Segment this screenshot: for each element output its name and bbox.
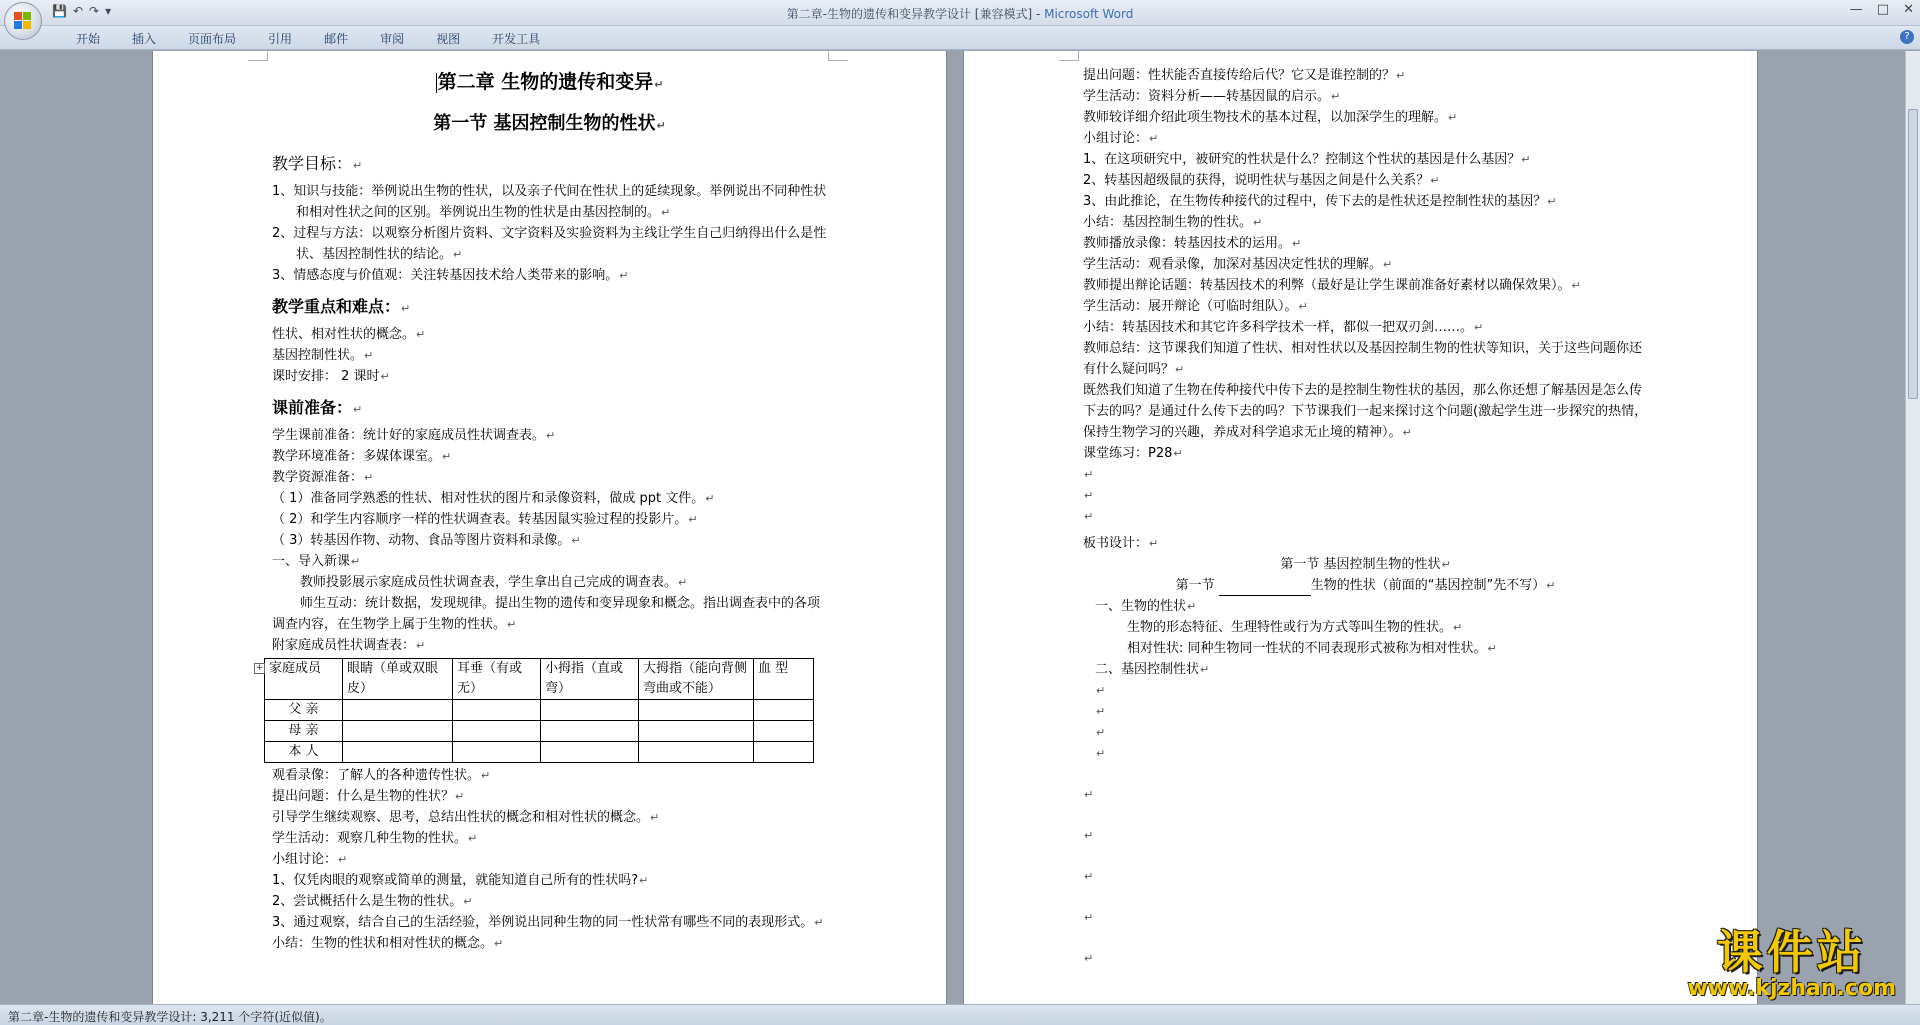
window-title: 第二章-生物的遗传和变异教学设计 [兼容模式] - Microsoft Word [786, 7, 1134, 21]
tab-developer[interactable]: 开发工具 [492, 32, 541, 46]
discussion-item: 2、尝试概括什么是生物的性状。↵ [272, 894, 473, 909]
key-point: 性状、相对性状的概念。↵ [272, 327, 426, 342]
after-table-line: 观看录像：了解人的各种遗传性状。↵ [272, 768, 491, 783]
table-header-cell[interactable]: 小拇指（直或弯） [541, 659, 639, 700]
ribbon-tabs [60, 30, 556, 47]
table-header-cell[interactable]: 血 型 [754, 659, 814, 700]
document-page-1[interactable] [152, 51, 947, 1004]
after-table-line: 提出问题：什么是生物的性状？↵ [272, 789, 465, 804]
table-cell[interactable]: 母 亲 [265, 721, 343, 742]
table-cell[interactable] [541, 742, 639, 763]
discussion-item: 3、通过观察，结合自己的生活经验，举例说出同种生物的同一性状常有哪些不同的表现形式。↵ [272, 915, 824, 930]
table-caption: 附家庭成员性状调查表：↵ [272, 638, 426, 653]
section-title: 第一节 基因控制生物的性状↵ [433, 113, 666, 134]
ribbon [0, 26, 1920, 50]
table-cell[interactable] [754, 742, 814, 763]
close-button[interactable]: ✕ [1903, 2, 1914, 17]
board-item: 一、生物的性状↵ [1095, 599, 1197, 614]
empty-paragraph: ↵ [1084, 468, 1094, 481]
board-item: 生物的形态特征、生理特性或行为方式等叫生物的性状。↵ [1127, 620, 1463, 635]
office-button[interactable] [4, 2, 42, 40]
table-cell[interactable]: 本 人 [265, 742, 343, 763]
lesson-line: 小组讨论：↵ [1083, 131, 1159, 146]
goal-item: 2、过程与方法：以观察分析图片资料、文字资料及实验资料为主线让学生自己归纳得出什么是性状、基因控制性状的结论。↵ [272, 226, 827, 262]
empty-paragraph: ↵ [1096, 705, 1106, 718]
table-cell[interactable] [343, 742, 453, 763]
table-header-row [265, 659, 814, 700]
tab-home[interactable]: 开始 [76, 32, 101, 46]
tab-review[interactable]: 审阅 [380, 32, 405, 46]
key-point: 基因控制性状。↵ [272, 348, 374, 363]
table-row [265, 700, 814, 721]
prep-line: 学生课前准备：统计好的家庭成员性状调查表。↵ [272, 428, 556, 443]
board-subtitle: 第一节 生物的性状（前面的“基因控制”先不写）↵ [1083, 575, 1648, 596]
table-cell[interactable] [343, 700, 453, 721]
key-points-heading: 教学重点和难点：↵ [272, 297, 411, 316]
tab-mailings[interactable]: 邮件 [324, 32, 349, 46]
minimize-button[interactable]: — [1849, 2, 1863, 17]
document-workspace [0, 51, 1920, 1004]
chapter-title: 第二章 生物的遗传和变异↵ [437, 71, 664, 93]
site-watermark: 课件站 www.kjzhan.com [1687, 925, 1896, 1001]
goals-heading: 教学目标：↵ [272, 154, 363, 173]
empty-paragraph: ↵ [1084, 952, 1094, 965]
table-header-cell[interactable]: 家庭成员 [265, 659, 343, 700]
board-item: 二、基因控制性状↵ [1095, 662, 1210, 677]
tab-insert[interactable]: 插入 [132, 32, 157, 46]
empty-paragraph: ↵ [1084, 489, 1094, 502]
crop-mark [1059, 51, 1079, 61]
empty-paragraph: ↵ [1096, 684, 1106, 697]
lesson-line: 3、由此推论，在生物传种接代的过程中，传下去的是性状还是控制性状的基因？↵ [1083, 194, 1557, 209]
document-page-2[interactable] [963, 51, 1758, 1004]
after-table-line: 引导学生继续观察、思考，总结出性状的概念和相对性状的概念。↵ [272, 810, 660, 825]
undo-icon[interactable]: ↶ [72, 4, 84, 18]
table-cell[interactable] [453, 721, 541, 742]
table-header-cell[interactable]: 大拇指（能向背侧弯曲或不能） [639, 659, 754, 700]
lesson-line: 学生活动：展开辩论（可临时组队）。↵ [1083, 299, 1308, 314]
scrollbar-thumb[interactable] [1908, 109, 1918, 399]
blank-line [1219, 581, 1311, 596]
prep-line: 一、导入新课↵ [272, 554, 361, 569]
maximize-button[interactable]: □ [1876, 2, 1890, 17]
key-point: 课时安排： 2 课时↵ [272, 369, 390, 384]
title-bar [0, 0, 1920, 26]
page-2-text [1083, 65, 1648, 969]
table-row [265, 742, 814, 763]
empty-paragraph: ↵ [1096, 747, 1106, 760]
table-cell[interactable] [453, 742, 541, 763]
table-cell[interactable] [541, 700, 639, 721]
goal-item: 1、知识与技能：举例说出生物的性状，以及亲子代间在性状上的延续现象。举例说出不同种性状和相对性状之间的区别。举例说出生物的性状是由基因控制的。↵ [272, 184, 827, 220]
goal-item: 3、情感态度与价值观：关注转基因技术给人类带来的影响。↵ [272, 268, 629, 283]
board-label: 板书设计：↵ [1083, 536, 1159, 551]
status-text: 第二章-生物的遗传和变异教学设计: 3,211 个字符(近似值)。 [8, 1010, 332, 1024]
intro-line: 师生互动：统计数据，发现规律。提出生物的遗传和变异现象和概念。指出调查表中的各项调查内容，在生物学上属于生物的性状。↵ [272, 596, 821, 632]
closing-paragraph: 既然我们知道了生物在传种接代中传下去的是控制生物性状的基因，那么你还想了解基因是怎么传下去的吗？是通过什么传下去的吗？下节课我们一起来探讨这个问题(激起学生进一步探究的热情，保持生物学习的兴趣，养成对科学追求无止境的精神）。↵ [1083, 383, 1648, 440]
board-item: 相对性状: 同种生物同一性状的不同表现形式被称为相对性状。↵ [1127, 641, 1497, 656]
practice-line: 课堂练习：P28↵ [1083, 446, 1183, 461]
empty-paragraph: ↵ [1096, 726, 1106, 739]
page-1-text [269, 65, 827, 954]
table-row [265, 721, 814, 742]
after-table-line: 学生活动：观察几种生物的性状。↵ [272, 831, 478, 846]
crop-mark [248, 51, 268, 61]
prep-heading: 课前准备：↵ [272, 398, 363, 417]
discussion-item: 1、仅凭肉眼的观察或简单的测量，就能知道自己所有的性状吗?↵ [272, 873, 649, 888]
intro-line: 教师投影展示家庭成员性状调查表，学生拿出自己完成的调查表。↵ [300, 575, 688, 590]
lesson-line: 提出问题：性状能否直接传给后代？它又是谁控制的？↵ [1083, 68, 1406, 83]
after-table-line: 小组讨论：↵ [272, 852, 348, 867]
table-header-cell[interactable]: 耳垂（有或无） [453, 659, 541, 700]
lesson-line: 2、转基因超级鼠的获得，说明性状与基因之间是什么关系？↵ [1083, 173, 1440, 188]
prep-line: 教学资源准备：↵ [272, 470, 374, 485]
table-cell[interactable] [343, 721, 453, 742]
table-cell[interactable] [754, 721, 814, 742]
customize-icon[interactable]: ▾ [105, 4, 112, 18]
save-icon[interactable]: 💾 [52, 4, 67, 18]
table-cell[interactable] [754, 700, 814, 721]
lesson-line: 小结：基因控制生物的性状。↵ [1083, 215, 1263, 230]
teacher-summary: 教师总结：这节课我们知道了性状、相对性状以及基因控制生物的性状等知识，关于这些问题你还有什么疑问吗？↵ [1083, 341, 1643, 377]
window-controls [1850, 2, 1914, 17]
empty-paragraph: ↵ [1084, 788, 1094, 801]
empty-paragraph: ↵ [1084, 829, 1094, 842]
lesson-line: 学生活动：观看录像，加深对基因决定性状的理解。↵ [1083, 257, 1393, 272]
table-cell[interactable] [453, 700, 541, 721]
table-move-handle-icon[interactable]: + [255, 663, 264, 673]
empty-paragraph: ↵ [1084, 510, 1094, 523]
empty-paragraph: ↵ [1084, 870, 1094, 883]
empty-paragraph: ↵ [1084, 911, 1094, 924]
prep-line: （ 2）和学生内容顺序一样的性状调查表。转基因鼠实验过程的投影片。↵ [272, 512, 698, 527]
lesson-line: 1、在这项研究中，被研究的性状是什么？控制这个性状的基因是什么基因？↵ [1083, 152, 1531, 167]
vertical-scrollbar[interactable] [1905, 51, 1920, 1004]
lesson-line: 学生活动：资料分析——转基因鼠的启示。↵ [1083, 89, 1341, 104]
prep-line: （ 3）转基因作物、动物、食品等图片资料和录像。↵ [272, 533, 581, 548]
prep-line: 教学环境准备：多媒体课室。↵ [272, 449, 452, 464]
lesson-line: 小结：转基因技术和其它许多科学技术一样，都似一把双刃剑……。↵ [1083, 320, 1484, 335]
tab-page-layout[interactable]: 页面布局 [188, 32, 237, 46]
text-cursor [436, 73, 437, 93]
crop-mark [828, 51, 848, 61]
table-cell[interactable] [639, 721, 754, 742]
table-cell[interactable] [541, 721, 639, 742]
lesson-line: 教师播放录像：转基因技术的运用。↵ [1083, 236, 1302, 251]
office-logo-icon [14, 12, 32, 30]
table-header-cell[interactable]: 眼睛（单或双眼皮） [343, 659, 453, 700]
table-cell[interactable] [639, 700, 754, 721]
status-bar [0, 1004, 1920, 1025]
help-icon[interactable]: ? [1900, 30, 1914, 44]
lesson-line: 教师提出辩论话题：转基因技术的利弊（最好是让学生课前准备好素材以确保效果）。↵ [1083, 278, 1581, 293]
prep-line: （ 1）准备同学熟悉的性状、相对性状的图片和录像资料，做成 ppt 文件。↵ [272, 491, 715, 506]
tab-view[interactable]: 视图 [436, 32, 461, 46]
summary-line: 小结：生物的性状和相对性状的概念。↵ [272, 936, 504, 951]
tab-references[interactable]: 引用 [268, 32, 293, 46]
lesson-line: 教师较详细介绍此项生物技术的基本过程，以加深学生的理解。↵ [1083, 110, 1458, 125]
table-cell[interactable]: 父 亲 [265, 700, 343, 721]
board-title: 第一节 基因控制生物的性状↵ [1280, 557, 1451, 572]
redo-icon[interactable]: ↷ [89, 4, 100, 18]
table-cell[interactable] [639, 742, 754, 763]
survey-table[interactable] [264, 658, 814, 763]
